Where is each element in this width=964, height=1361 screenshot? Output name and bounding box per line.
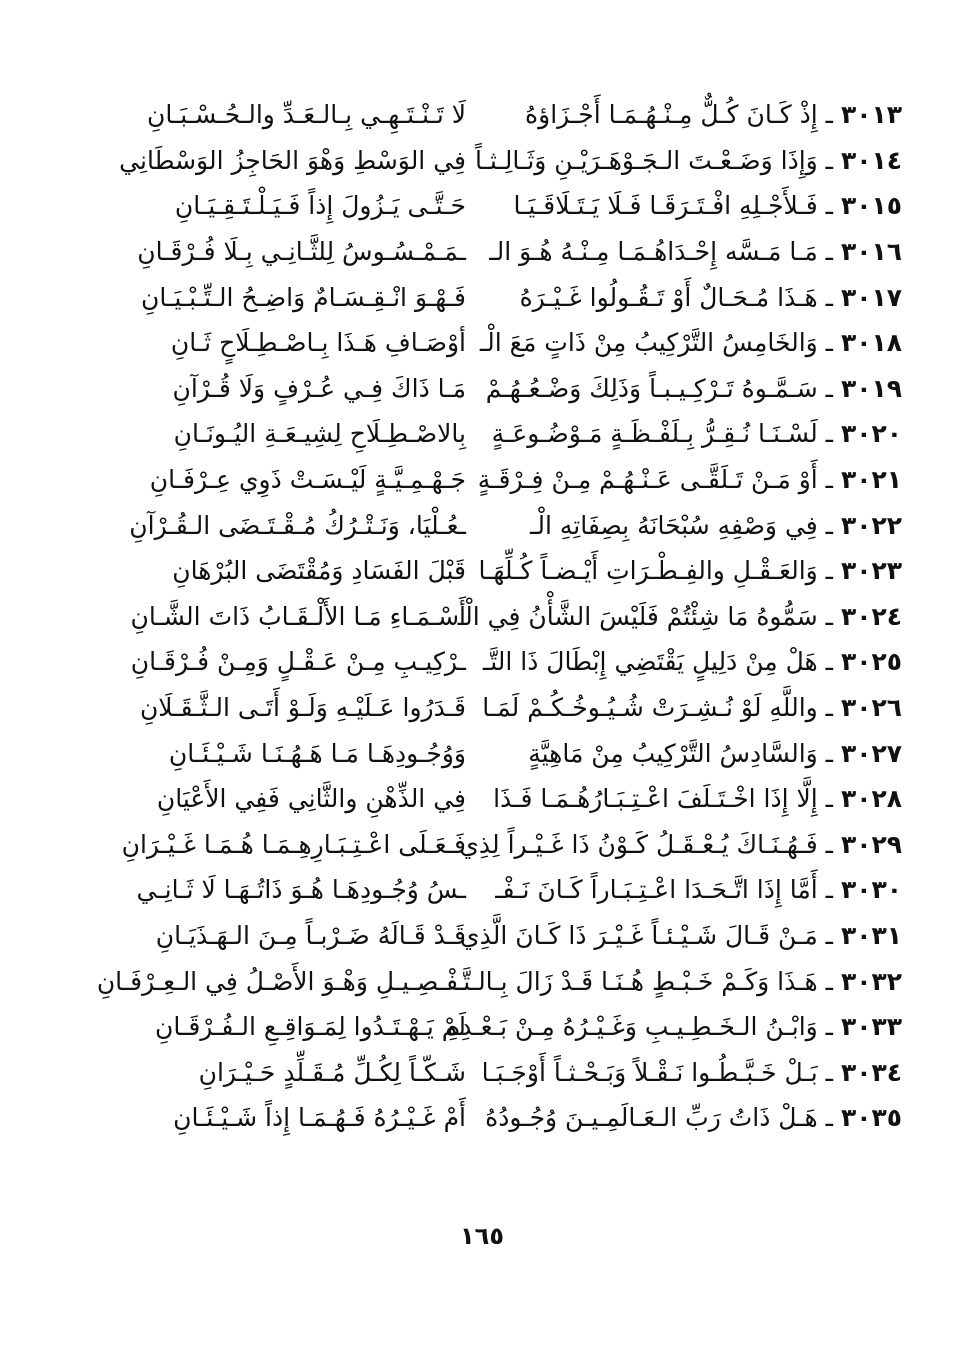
verse-number: ٣٠٣٤ bbox=[840, 1057, 902, 1087]
verse-separator: ـ bbox=[817, 875, 841, 905]
first-hemistich bbox=[479, 320, 902, 365]
verse-number: ٣٠١٤ bbox=[840, 145, 902, 175]
verse-number: ٣٠٣٣ bbox=[840, 1012, 902, 1042]
first-hemistich bbox=[478, 548, 902, 593]
verse-separator: ـ bbox=[817, 373, 841, 403]
verse-separator: ـ bbox=[817, 191, 841, 221]
second-hemistich: ـسُ وُجُـودِهَـا هُـوَ ذَاتُـهَـا لَا ثَـانِـي bbox=[136, 875, 466, 905]
second-hemistich: وَوُجُـودِهَـا مَـا هَـهُـنَـا شَـيْـئَـانِ bbox=[168, 738, 466, 768]
verse-separator: ـ bbox=[817, 556, 841, 586]
first-hemistich-text: فَـهُـنَـاكَ يُـعْـقَـلُ كَـوْنُ ذَا غَـيْـراً لِذِي bbox=[459, 829, 818, 859]
first-hemistich bbox=[492, 275, 902, 320]
first-hemistich bbox=[455, 959, 902, 1004]
first-hemistich-text: وَالسَّادِسُ التَّرْكِيبُ مِنْ مَاهِيَّةٍ bbox=[528, 738, 818, 768]
first-hemistich-text: هَـذَا مُـحَـالٌ أَوْ تَـقُـولُوا غَـيْـرَهُ bbox=[519, 282, 818, 312]
second-hemistich: حَـتَّـى يَـزُولَ إِذاً فَـيَـلْـتَـقِـيَـانِ bbox=[174, 191, 466, 221]
verse-line bbox=[60, 138, 902, 184]
page-number: ١٦٥ bbox=[460, 1222, 504, 1250]
second-hemistich: شَـكّـاً لِكُـلِّ مُـقَـلِّدٍ حَـيْـرَانِ bbox=[198, 1057, 466, 1087]
first-hemistich bbox=[492, 411, 902, 456]
verse-number: ٣٠٢٩ bbox=[840, 829, 902, 859]
first-hemistich-text: فِي وَصْفِهِ سُبْحَانَهُ بِصِفَاتِهِ الْـ bbox=[530, 510, 818, 540]
first-hemistich bbox=[481, 1050, 902, 1095]
verse-separator: ـ bbox=[817, 601, 841, 631]
first-hemistich-text: أَوْ مَـنْ تَـلَقَّـى عَـنْـهُـمْ مِـنْ فِـرْقَـةٍ bbox=[477, 465, 818, 495]
second-hemistich: فَـعَـلَى اعْـتِـبَـارِهِـمَـا هُـمَـا غَـيْـرَانِ bbox=[121, 829, 466, 859]
verse-line bbox=[60, 958, 902, 1004]
verse-line bbox=[60, 229, 902, 275]
verse-line bbox=[60, 867, 902, 913]
first-hemistich bbox=[492, 776, 902, 821]
verse-line bbox=[60, 411, 902, 457]
second-hemistich: فَـهْـوَ انْـقِـسَـامٌ وَاضِـحُ الـتِّـبْـيَـانِ bbox=[141, 282, 466, 312]
verse-line bbox=[60, 639, 902, 685]
second-hemistich: قَبْلَ الفَسَادِ وَمُقْتَضَى البُرْهَانِ bbox=[172, 556, 466, 586]
verse-line bbox=[60, 1049, 902, 1095]
first-hemistich-text: وَابْـنُ الـخَـطِـيـبِ وَغَـيْـرُهُ مِـنْ بَـعْـدِهِ bbox=[447, 1012, 818, 1042]
verse-number: ٣٠٢٠ bbox=[840, 419, 902, 449]
first-hemistich-text: هَـلْ ذَاتُ رَبِّ الـعَـالَمِـيـنَ وُجُـودُهُ bbox=[485, 1103, 818, 1133]
first-hemistich-text: مَـا مَـسَّه إِحْـدَاهُـمَـا مِـنْـهُ هُـوَ الـ bbox=[489, 237, 818, 267]
verse-number: ٣٠٣١ bbox=[840, 920, 902, 950]
verse-line bbox=[60, 685, 902, 731]
first-hemistich bbox=[485, 366, 902, 411]
verse-line bbox=[60, 822, 902, 868]
first-hemistich-text: هَلْ مِنْ دَلِيلٍ يَقْتَضِي إِبْطَالَ ذَا التَّـ bbox=[482, 647, 818, 677]
verse-number: ٣٠٣٢ bbox=[840, 966, 902, 996]
verse-number: ٣٠١٨ bbox=[840, 328, 902, 358]
verse-number: ٣٠٢٢ bbox=[840, 510, 902, 540]
verse-separator: ـ bbox=[817, 510, 841, 540]
verse-line bbox=[60, 776, 902, 822]
second-hemistich: لَمْ يَـهْـتَـدُوا لِمَـوَاقِـعِ الـفُـرْقَـانِ bbox=[155, 1012, 466, 1042]
first-hemistich bbox=[492, 503, 902, 548]
first-hemistich-text: أَمَّا إِذَا اتَّـحَـدَا اعْـتِـبَـاراً كَـانَ نَـفْـ bbox=[495, 875, 818, 905]
first-hemistich bbox=[492, 867, 902, 912]
verse-line bbox=[60, 457, 902, 503]
verse-number: ٣٠٢٧ bbox=[840, 738, 902, 768]
verse-line bbox=[60, 183, 902, 229]
first-hemistich-text: لَسْـنَـا نُـقِـرُّ بِـلَفْـظَـةٍ مَـوْضُـوعَـةٍ bbox=[491, 419, 818, 449]
first-hemistich bbox=[492, 731, 902, 776]
second-hemistich: ـعُـلْيَا، وَنَـتْـرُكُ مُـقْـتَـضَى الـقُـرْآنِ bbox=[129, 510, 466, 540]
verse-line bbox=[60, 730, 902, 776]
first-hemistich-text: سَـمَّـوهُ تَـرْكِـيـبـاً وَذَلِكَ وَضْـعُـهُـمْ bbox=[485, 373, 818, 403]
verse-number: ٣٠٢١ bbox=[840, 465, 902, 495]
verse-number: ٣٠٣٥ bbox=[840, 1103, 902, 1133]
verse-number: ٣٠١٧ bbox=[840, 282, 902, 312]
verse-line bbox=[60, 913, 902, 959]
first-hemistich bbox=[447, 1004, 902, 1049]
verse-number: ٣٠١٦ bbox=[840, 237, 902, 267]
first-hemistich-text: فَـلأَجْـلِهِ افْـتَـرَقَـا فَـلَا يَـتَـلَاقَـيَـا bbox=[513, 191, 818, 221]
verse-number: ٣٠٢٣ bbox=[840, 556, 902, 586]
verse-number: ٣٠٣٠ bbox=[840, 875, 902, 905]
second-hemistich: أَمْ غَـيْـرُهُ فَـهُـمَـا إِذاً شَـيْـئَـانِ bbox=[173, 1103, 466, 1133]
first-hemistich-text: إِذْ كَـانَ كُـلٌّ مِـنْـهُـمَـا أَجْـزَاؤهُ bbox=[525, 100, 818, 130]
second-hemistich: فِي الوَسْطِ وَهْوَ الحَاجِزُ الوَسْطَانِي bbox=[119, 145, 466, 175]
second-hemistich: قَـدْ قَـالَهُ ضَـرْبـاً مِـنَ الـهَـذَيَـانِ bbox=[155, 920, 466, 950]
first-hemistich bbox=[482, 639, 902, 684]
first-hemistich-text: مَـنْ قَـالَ شَـيْـئـاً غَـيْـرَ ذَا كَـانَ الَّذِي bbox=[460, 920, 818, 950]
verse-separator: ـ bbox=[817, 920, 841, 950]
verse-line bbox=[60, 594, 902, 640]
first-hemistich bbox=[457, 594, 902, 639]
first-hemistich bbox=[492, 183, 902, 228]
verse-number: ٣٠٢٦ bbox=[840, 693, 902, 723]
verse-line bbox=[60, 1095, 902, 1141]
verse-number: ٣٠١٣ bbox=[840, 100, 902, 130]
verse-line bbox=[60, 92, 902, 138]
verse-line bbox=[60, 320, 902, 366]
verse-separator: ـ bbox=[817, 966, 841, 996]
second-hemistich: ـفْـصِـيـلِ وَهْـوَ الأَصْـلُ فِي الـعِـرْفَـانِ bbox=[96, 966, 466, 996]
verse-separator: ـ bbox=[817, 237, 841, 267]
second-hemistich: مَـا ذَاكَ فِـي عُـرْفٍ وَلَا قُـرْآنِ bbox=[172, 373, 466, 403]
verse-separator: ـ bbox=[817, 282, 841, 312]
verse-separator: ـ bbox=[817, 1057, 841, 1087]
first-hemistich bbox=[459, 822, 902, 867]
verse-number: ٣٠١٩ bbox=[840, 373, 902, 403]
verse-separator: ـ bbox=[817, 738, 841, 768]
second-hemistich: بِالاصْـطِـلَاحِ لِشِيـعَـةِ اليُـونَـانِ bbox=[173, 419, 466, 449]
first-hemistich bbox=[485, 1095, 902, 1140]
second-hemistich: أوْصَـافِ هَـذَا بِـاصْـطِـلَاحٍ ثَـانِ bbox=[170, 328, 466, 358]
first-hemistich-text: بَـلْ خَـبَّـطُـوا نَـقْـلاً وَبَـحْـثـاً أَوْجَـبَـا bbox=[481, 1057, 818, 1087]
verse-line bbox=[60, 1004, 902, 1050]
verse-separator: ـ bbox=[817, 829, 841, 859]
first-hemistich-text: سَمُّوهُ مَا شِئْتُمْ فَلَيْسَ الشَّأْنُ فِي الْـ bbox=[457, 601, 818, 631]
first-hemistich-text: إِلَّا إِذَا اخْـتَـلَفَ اعْـتِـبَـارُهُـمَـا فَـذَا bbox=[493, 784, 818, 814]
first-hemistich bbox=[474, 138, 902, 183]
verse-separator: ـ bbox=[817, 784, 841, 814]
poem-body bbox=[60, 92, 902, 1141]
first-hemistich bbox=[489, 229, 902, 274]
first-hemistich-text: وَإِذَا وَضَـعْـتَ الـجَـوْهَـرَيْـنِ وَثَـالِـثـاً bbox=[474, 145, 818, 175]
first-hemistich-text: واللَّهِ لَوْ نُـشِـرَتْ شُـيُـوخُـكُـمْ لَمَـا bbox=[482, 693, 818, 723]
verse-line bbox=[60, 274, 902, 320]
second-hemistich: ـرْكِيـبِ مِـنْ عَـقْـلٍ وَمِـنْ فُـرْقَـانِ bbox=[130, 647, 466, 677]
verse-separator: ـ bbox=[817, 647, 841, 677]
verse-separator: ـ bbox=[817, 419, 841, 449]
second-hemistich: لَا تَـنْـتَـهِـي بِـالـعَـدِّ والـحُـسْـبَـانِ bbox=[146, 100, 466, 130]
verse-separator: ـ bbox=[817, 693, 841, 723]
verse-number: ٣٠٢٥ bbox=[840, 647, 902, 677]
first-hemistich bbox=[460, 913, 902, 958]
verse-separator: ـ bbox=[817, 328, 841, 358]
first-hemistich-text: وَالخَامِسُ التَّرْكِيبُ مِنْ ذَاتٍ مَعَ الْـ bbox=[479, 328, 818, 358]
first-hemistich-text: وَالعَـقْـلِ والفِـطْـرَاتِ أَيْـضـاً كُـلِّهَـا bbox=[478, 556, 818, 586]
verse-line bbox=[60, 548, 902, 594]
second-hemistich: فِي الذِّهْنِ والثَّانِي فَفِي الأَعْيَانِ bbox=[156, 784, 466, 814]
verse-number: ٣٠٢٨ bbox=[840, 784, 902, 814]
second-hemistich: أَسْـمَـاءِ مَـا الأَلْـقَـابُ ذَاتَ الشَّـانِ bbox=[130, 601, 466, 631]
verse-separator: ـ bbox=[817, 1012, 841, 1042]
verse-line bbox=[60, 502, 902, 548]
verse-separator: ـ bbox=[817, 100, 841, 130]
verse-separator: ـ bbox=[817, 145, 841, 175]
verse-number: ٣٠١٥ bbox=[840, 191, 902, 221]
verse-line bbox=[60, 366, 902, 412]
second-hemistich: ـمَـمْـسُـوسُ لِلثَّـانِـي بِـلَا فُـرْقَـانِ bbox=[137, 237, 466, 267]
first-hemistich bbox=[477, 457, 902, 502]
verse-separator: ـ bbox=[817, 465, 841, 495]
second-hemistich: جَـهْـمِـيَّـةٍ لَيْـسَـتْ ذَوِي عِـرْفَـانِ bbox=[149, 465, 466, 495]
verse-number: ٣٠٢٤ bbox=[840, 601, 902, 631]
second-hemistich: قَـدَرُوا عَـلَيْـهِ وَلَـوْ أَتَـى الـثَّـقَـلَانِ bbox=[139, 693, 466, 723]
first-hemistich bbox=[482, 685, 902, 730]
first-hemistich bbox=[492, 92, 902, 137]
verse-separator: ـ bbox=[817, 1103, 841, 1133]
first-hemistich-text: هَـذَا وَكَـمْ خَـبْـطٍ هُـنَـا قَـدْ زَالَ بِـالـتَّـ bbox=[455, 966, 818, 996]
